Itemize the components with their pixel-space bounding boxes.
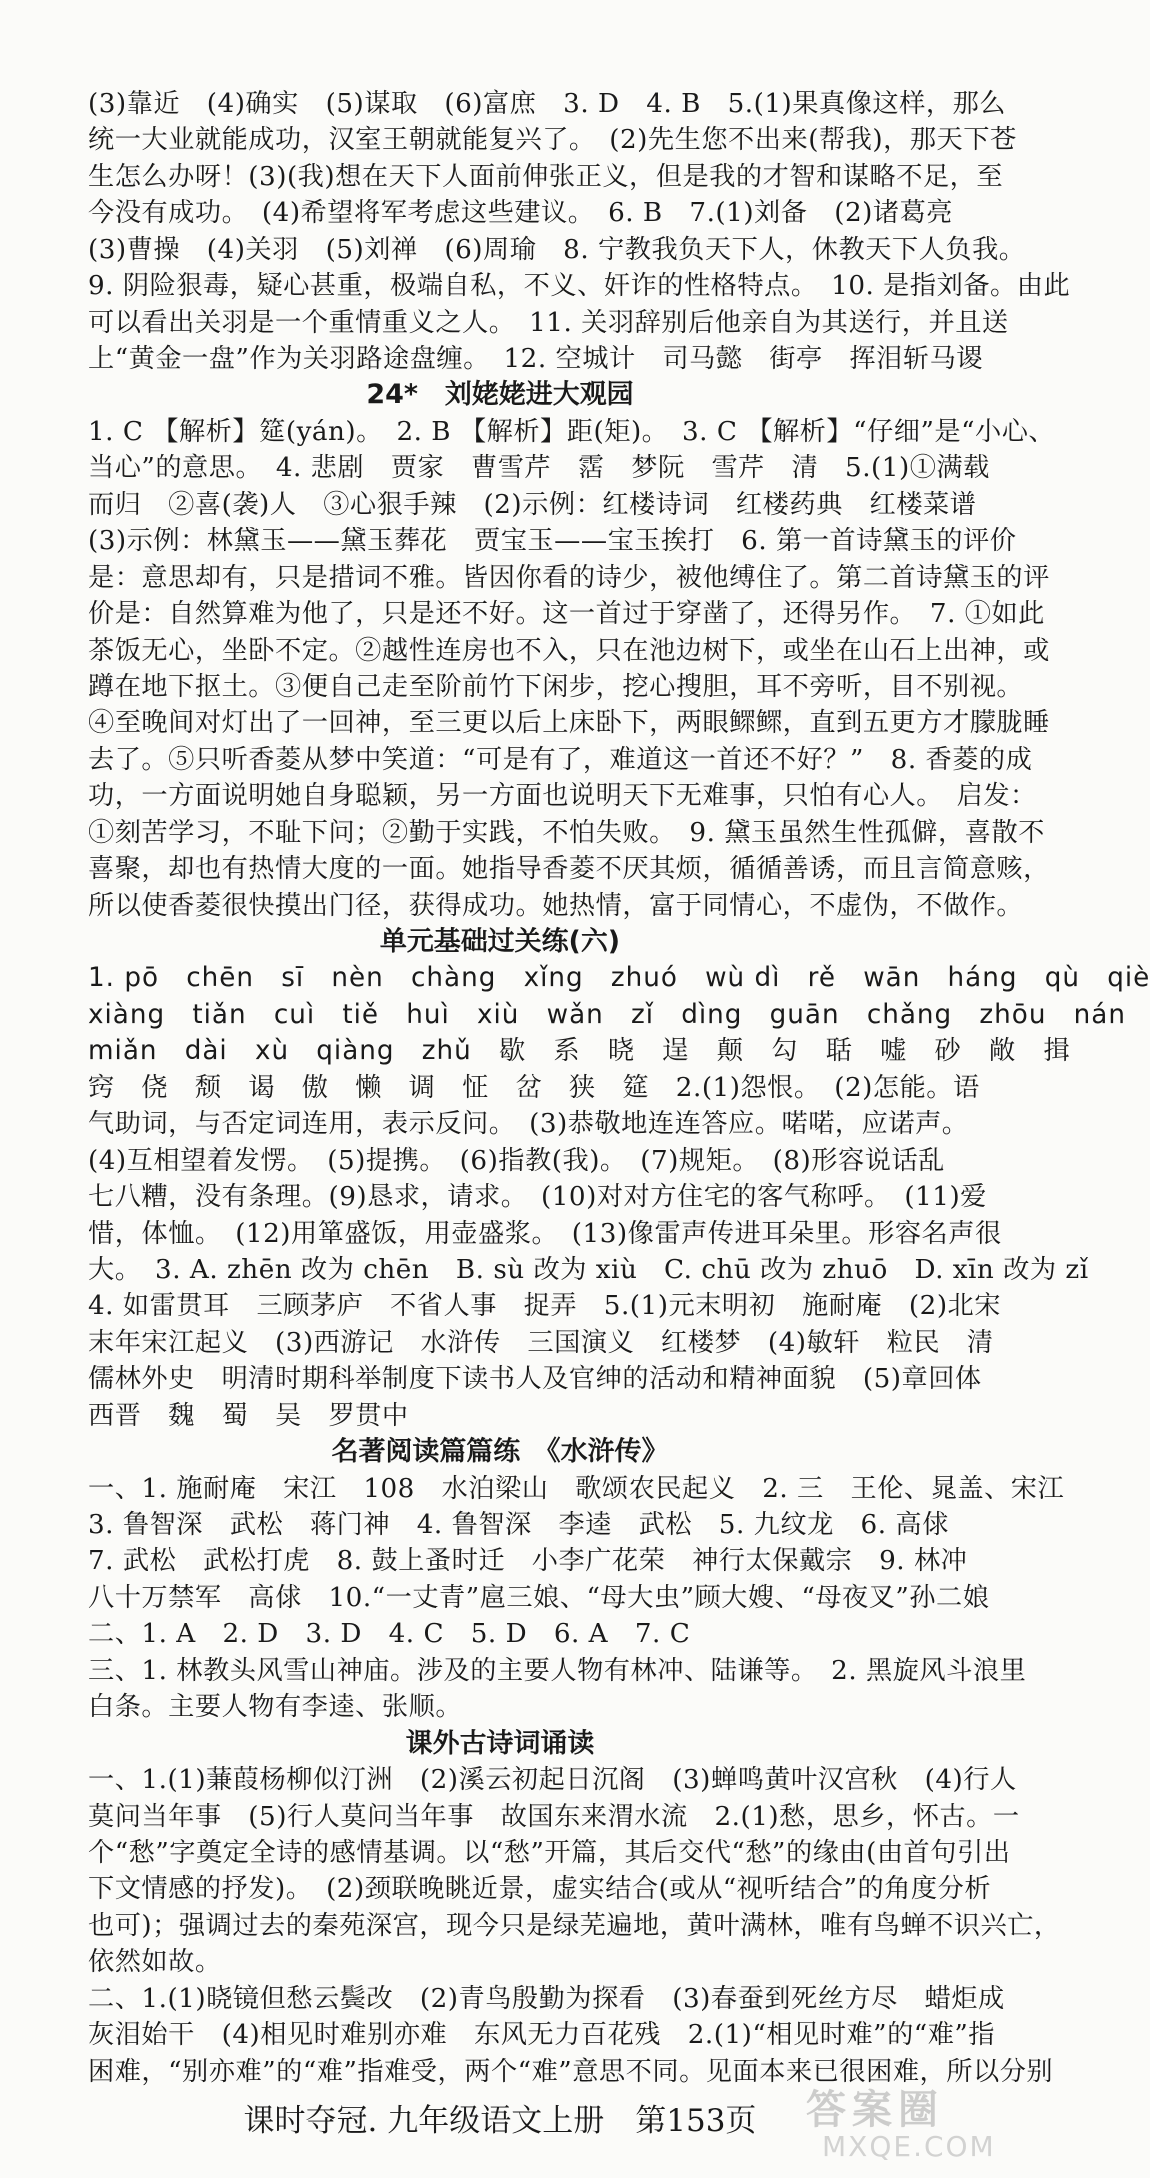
watermark-logo <box>786 2078 996 2170</box>
text-line: 依然如故。 <box>88 1947 222 1978</box>
text-line: 上“黄金一盘”作为关羽路途盘缠。 12. 空城计 司马懿 街亭 挥泪斩马谡 <box>88 344 984 375</box>
pinyin-line: xiàng tiǎn cuì tiě huì xiù wǎn zǐ dìng guān chǎng zhōu nán <box>88 999 1126 1030</box>
text-line: 9. 阴险狠毒，疑心甚重，极端自私，不义、奸诈的性格特点。 10. 是指刘备。由此 <box>88 271 1071 302</box>
text-line: 蹲在地下抠土。③便自己走至阶前竹下闲步，挖心搜胆，耳不旁听，目不别视。 <box>88 671 1024 702</box>
text-line: 而归 ②喜(袭)人 ③心狠手辣 (2)示例：红楼诗词 红楼药典 红楼菜谱 <box>88 489 977 520</box>
text-line: 末年宋江起义 (3)西游记 水浒传 三国演义 红楼梦 (4)敏轩 粒民 清 <box>88 1327 994 1358</box>
section-heading-classics-reading: 名著阅读篇篇练 《水浒传》 <box>331 1436 669 1468</box>
text-line: 7. 武松 武松打虎 8. 鼓上蚤时迁 小李广花荣 神行太保戴宗 9. 林冲 <box>88 1546 968 1577</box>
text-line: 惜，体恤。 (12)用箪盛饭，用壶盛浆。 (13)像雷声传进耳朵里。形容名声很 <box>88 1218 1002 1249</box>
section-heading-lesson-24: 24* 刘姥姥进大观园 <box>366 379 634 411</box>
text-line: 西晋 魏 蜀 吴 罗贯中 <box>88 1400 409 1431</box>
text-line: 今没有成功。 (4)希望将军考虑这些建议。 6. B 7.(1)刘备 (2)诸葛亮 <box>88 198 954 229</box>
text-line: 莫问当年事 (5)行人莫问当年事 故国东来渭水流 2.(1)愁，思乡，怀古。一 <box>88 1801 1020 1832</box>
pinyin-line: miǎn dài xù qiàng zhǔ 歇 系 晓 逞 颠 勾 聒 嘘 砂 敞 揖 <box>88 1036 1071 1067</box>
text-line: (3)示例：林黛玉——黛玉葬花 贾宝玉——宝玉挨打 6. 第一首诗黛玉的评价 <box>88 526 1017 557</box>
text-line: 大。 3. A. zhēn 改为 chēn B. sù 改为 xiù C. chū 改为 zhuō D. xīn 改为 zǐ <box>88 1254 1089 1285</box>
text-line: 七八糟，没有条理。(9)恳求，请求。 (10)对对方住宅的客气称呼。 (11)爱 <box>88 1182 987 1213</box>
section-heading-extra-poems: 课外古诗词诵读 <box>405 1727 595 1759</box>
text-line: 是：意思却有，只是措词不雅。皆因你看的诗少，被他缚住了。第二首诗黛玉的评 <box>88 562 1050 593</box>
text-line: 窍 侥 颓 谒 傲 懒 调 怔 岔 狭 筵 2.(1)怨恨。 (2)怎能。语 <box>88 1072 980 1103</box>
watermark-url: MXQE.COM <box>822 2130 996 2163</box>
section-heading-unit-review: 单元基础过关练(六) <box>379 926 621 958</box>
text-line: 灰泪始干 (4)相见时难别亦难 东风无力百花残 2.(1)“相见时难”的“难”指 <box>88 2020 996 2051</box>
text-line: 儒林外史 明清时期科举制度下读书人及官绅的活动和精神面貌 (5)章回体 <box>88 1364 982 1395</box>
text-line: 3. 鲁智深 武松 蒋门神 4. 鲁智深 李逵 武松 5. 九纹龙 6. 高俅 <box>88 1510 949 1541</box>
text-line: 困难，“别亦难”的“难”指难受，两个“难”意思不同。见面本来已很困难，所以分别 <box>88 2056 1054 2087</box>
text-line: 三、1. 林教头风雪山神庙。涉及的主要人物有林冲、陆谦等。 2. 黑旋风斗浪里 <box>88 1655 1027 1686</box>
text-line: 价是：自然算难为他了，只是还不好。这一首过于穿凿了，还得另作。 7. ①如此 <box>88 599 1045 630</box>
text-line: 统一大业就能成功，汉室王朝就能复兴了。 (2)先生您不出来(帮我)，那天下苍 <box>88 125 1017 156</box>
text-line: 白条。主要人物有李逵、张顺。 <box>88 1692 463 1723</box>
text-line: 二、1. A 2. D 3. D 4. C 5. D 6. A 7. C <box>88 1619 691 1650</box>
text-line: 二、1.(1)晓镜但愁云鬓改 (2)青鸟殷勤为探看 (3)春蚕到死丝方尽 蜡炬成 <box>88 1983 1005 2014</box>
text-line: (4)互相望着发愣。 (5)提携。 (6)指教(我)。 (7)规矩。 (8)形容说话乱 <box>88 1145 945 1176</box>
page-footer: 课时夺冠. 九年级语文上册 第153页 <box>243 2103 757 2139</box>
text-line: 1. C 【解析】筵(yán)。 2. B 【解析】距(矩)。 3. C 【解析】“仔细”是“小心、 <box>88 416 1056 447</box>
text-line: 一、1.(1)蒹葭杨柳似汀洲 (2)溪云初起日沉阁 (3)蝉鸣黄叶汉宫秋 (4)行人 <box>88 1765 1017 1796</box>
text-line: 一、1. 施耐庵 宋江 108 水泊梁山 歌颂农民起义 2. 三 王伦、晁盖、宋江 <box>88 1473 1065 1504</box>
text-line: 去了。⑤只听香菱从梦中笑道：“可是有了，难道这一首还不好？” 8. 香菱的成 <box>88 744 1033 775</box>
text-line: (3)曹操 (4)关羽 (5)刘禅 (6)周瑜 8. 宁教我负天下人，休教天下人负我。 <box>88 234 1026 265</box>
watermark-text: 答案圈 <box>806 2087 944 2133</box>
text-line: 气助词，与否定词连用，表示反问。 (3)恭敬地连连答应。喏喏，应诺声。 <box>88 1109 969 1140</box>
pinyin-line: 1. pō chēn sī nèn chàng xǐng zhuó wù dì rě wān háng qù qiè <box>88 963 1150 994</box>
text-line: 茶饭无心，坐卧不定。②越性连房也不入，只在池边树下，或坐在山石上出神，或 <box>88 635 1050 666</box>
text-line: 生怎么办呀！(3)(我)想在天下人面前伸张正义，但是我的才智和谋略不足，至 <box>88 161 1004 192</box>
text-line: 所以使香菱很快摸出门径，获得成功。她热情，富于同情心，不虚伪，不做作。 <box>88 890 1024 921</box>
text-line: ①刻苦学习，不耻下问；②勤于实践，不怕失败。 9. 黛玉虽然生性孤僻，喜散不 <box>88 817 1045 848</box>
text-line: 功，一方面说明她自身聪颖，另一方面也说明天下无难事，只怕有心人。 启发： <box>88 781 1037 812</box>
text-line: 也可)；强调过去的秦苑深宫，现今只是绿芜遍地，黄叶满林，唯有鸟蝉不识兴亡， <box>88 1910 1061 1941</box>
text-line: 下文情感的抒发)。 (2)颈联晚眺近景，虚实结合(或从“视听结合”的角度分析 <box>88 1874 992 1905</box>
text-line: 可以看出关羽是一个重情重义之人。 11. 关羽辞别后他亲自为其送行，并且送 <box>88 307 1009 338</box>
text-line: 八十万禁军 高俅 10.“一丈青”扈三娘、“母大虫”顾大嫂、“母夜叉”孙二娘 <box>88 1582 990 1613</box>
text-line: 当心”的意思。 4. 悲剧 贾家 曹雪芹 霑 梦阮 雪芹 清 5.(1)①满载 <box>88 453 990 484</box>
text-line: (3)靠近 (4)确实 (5)谋取 (6)富庶 3. D 4. B 5.(1)果真像这样，那么 <box>88 89 1007 119</box>
text-line: 个“愁”字奠定全诗的感情基调。以“愁”开篇，其后交代“愁”的缘由(由首句引出 <box>88 1837 1011 1868</box>
text-line: 喜聚，却也有热情大度的一面。她指导香菱不厌其烦，循循善诱，而且言简意赅， <box>88 854 1050 885</box>
text-line: 4. 如雷贯耳 三顾茅庐 不省人事 捉弄 5.(1)元末明初 施耐庵 (2)北宋 <box>88 1291 1001 1322</box>
text-line: ④至晚间对灯出了一回神，至三更以后上床卧下，两眼鳏鳏，直到五更方才朦胧睡 <box>88 708 1050 739</box>
